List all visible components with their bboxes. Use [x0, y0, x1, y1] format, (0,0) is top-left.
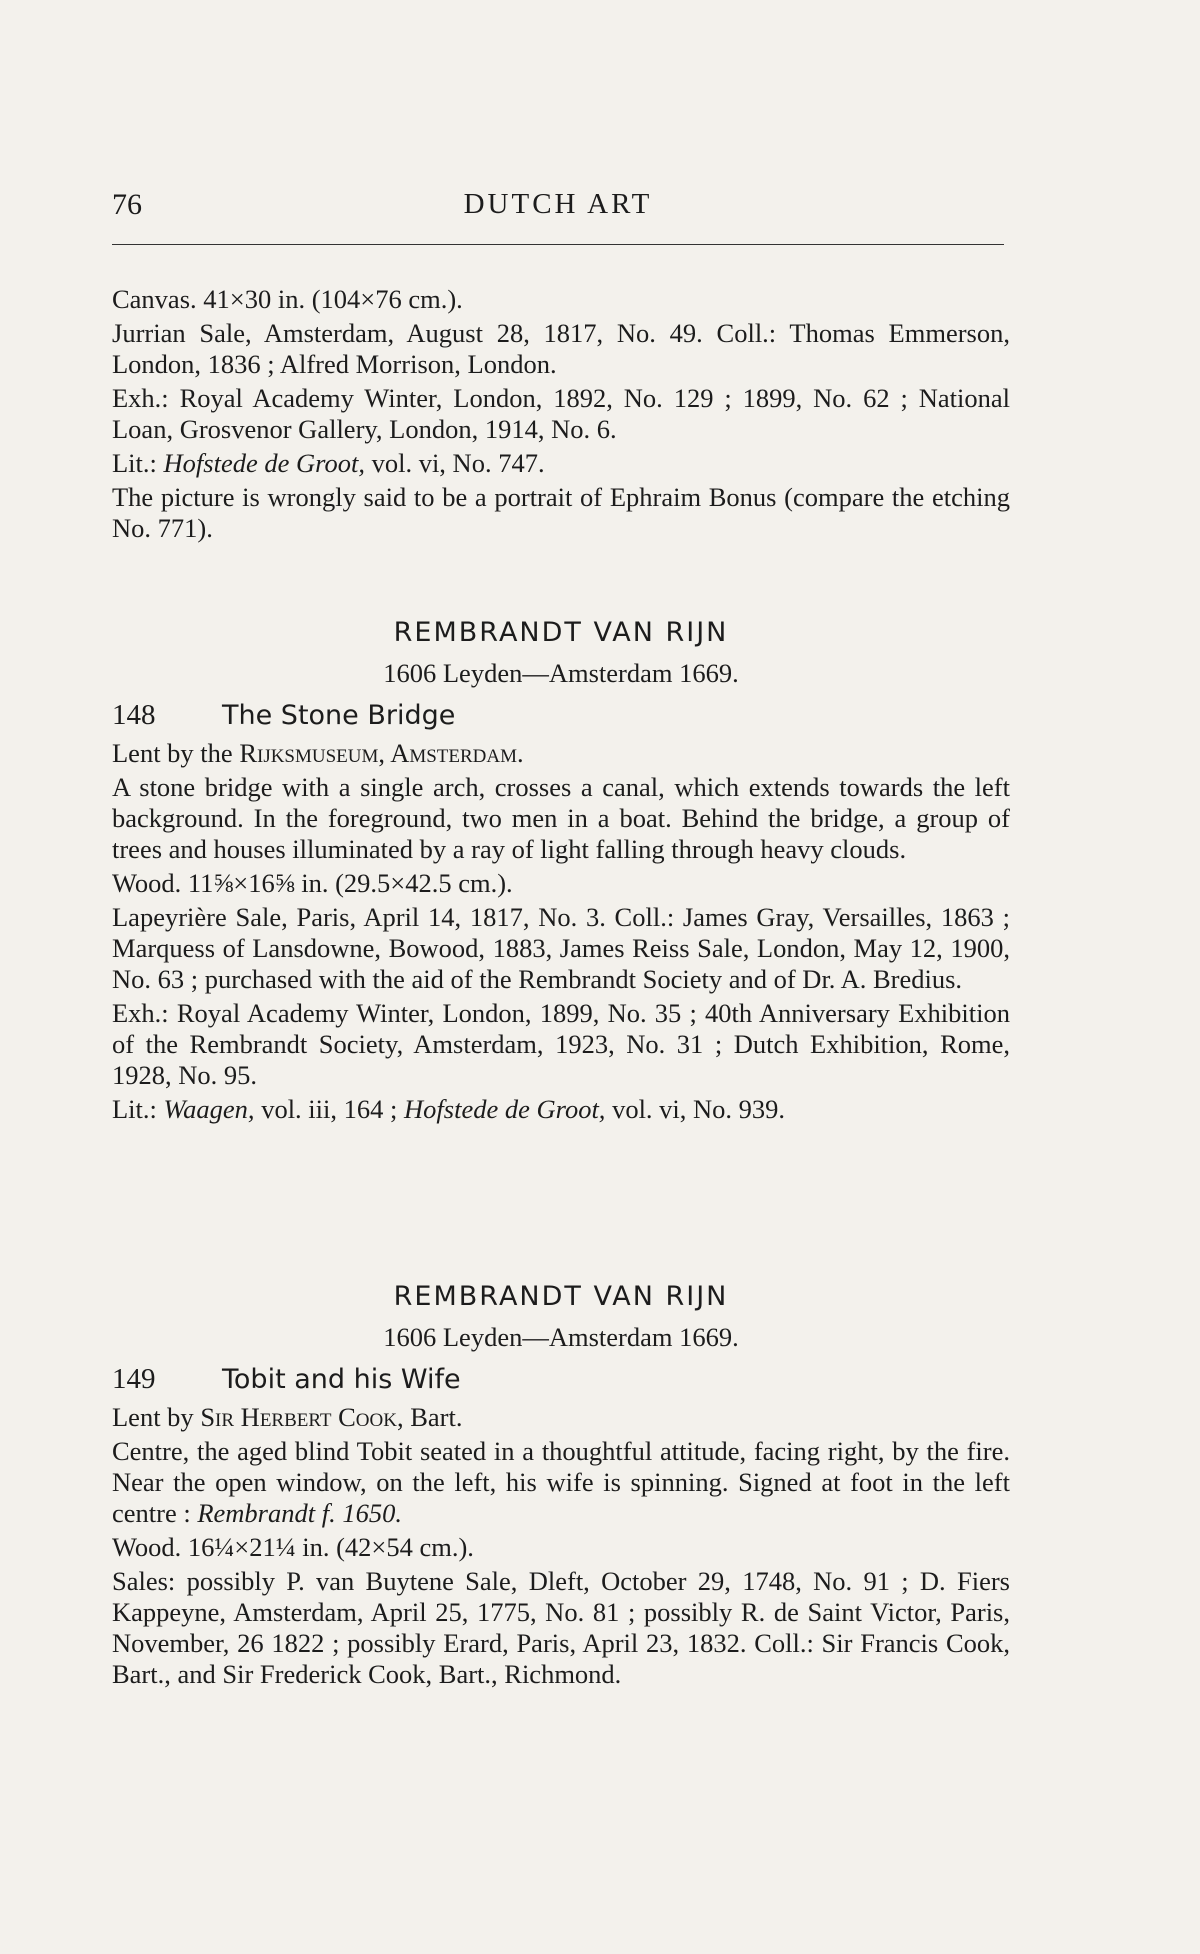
exhibitions: Exh.: Royal Academy Winter, London, 1892, No. 129 ; 1899, No. 62 ; National Loan, Grosvenor Gallery, London, 1914, No. 6. — [112, 383, 1010, 444]
entry-number: 149 — [112, 1363, 156, 1395]
page-header — [112, 188, 1004, 228]
literature-ref: vol. vi, No. 939. — [612, 1094, 786, 1124]
literature-ref: vol. iii, 164 ; — [261, 1094, 398, 1124]
exhibitions: Exh.: Royal Academy Winter, London, 1899, No. 35 ; 40th Anniversary Exhibition of the Rembrandt Society, Amsterdam, 1923, No. 31 ; Dutch Exhibition, Rome, 1928, No. 95. — [112, 998, 1010, 1090]
note: The picture is wrongly said to be a portrait of Ephraim Bonus (compare the etching No. 771). — [112, 482, 1010, 543]
entry-title — [112, 1361, 1010, 1398]
continued-entry — [112, 284, 1010, 547]
support-line: Canvas. 41×30 in. (104×76 cm.). — [112, 284, 463, 314]
artist-dates: 1606 Leyden—Amsterdam 1669. — [383, 1322, 739, 1352]
lender-line — [112, 738, 1010, 769]
literature-prefix: Lit.: — [112, 448, 157, 478]
lent-suffix: Bart. — [410, 1402, 463, 1432]
entry-number: 148 — [112, 699, 156, 731]
entry-title — [112, 697, 1010, 734]
artist-heading: REMBRANDT VAN RIJN — [393, 617, 729, 648]
support-line: Wood. 16¼×21¼ in. (42×54 cm.). — [112, 1532, 474, 1562]
description-text: Centre, the aged blind Tobit seated in a thoughtful attitude, facing right, by the fire. Near the open window, on the left, his wife is spinning. Signed at foot in the left centre : — [112, 1436, 1010, 1528]
artwork-title: The Stone Bridge — [222, 700, 456, 731]
literature-author: Waagen, — [163, 1094, 255, 1124]
artist-heading: REMBRANDT VAN RIJN — [393, 1281, 729, 1312]
catalogue-entry — [112, 616, 1010, 1128]
lender-line — [112, 1402, 1010, 1433]
artwork-title: Tobit and his Wife — [222, 1364, 461, 1395]
description — [112, 1436, 1010, 1529]
artist-dates: 1606 Leyden—Amsterdam 1669. — [383, 658, 739, 688]
lent-prefix: Lent by the — [112, 738, 233, 768]
description: A stone bridge with a single arch, crosses a canal, which extends towards the left background. In the foreground, two men in a boat. Behind the bridge, a group of trees and houses illuminated by a ray of light falling through heavy clouds. — [112, 772, 1010, 864]
running-title: DUTCH ART — [463, 188, 653, 220]
lender-name: Sir Herbert Cook, — [200, 1402, 404, 1432]
provenance: Jurrian Sale, Amsterdam, August 28, 1817, No. 49. Coll.: Thomas Emmerson, London, 1836 ; Alfred Morrison, London. — [112, 318, 1010, 379]
literature-prefix: Lit.: — [112, 1094, 157, 1124]
literature-author: Hofstede de Groot, — [404, 1094, 606, 1124]
lender-name: Rijksmuseum, Amsterdam. — [239, 738, 524, 768]
provenance: Lapeyrière Sale, Paris, April 14, 1817, No. 3. Coll.: James Gray, Versailles, 1863 ; Marquess of Lansdowne, Bowood, 1883, James Reiss Sale, London, May 12, 1900, No. 63 ; purchased with the aid of the Rembrandt Society and of Dr. A. Bredius. — [112, 902, 1010, 994]
literature — [112, 1094, 1010, 1125]
signature: Rembrandt f. 1650. — [197, 1498, 402, 1528]
literature-author: Hofstede de Groot, — [163, 448, 365, 478]
page-number: 76 — [112, 188, 142, 221]
support-line: Wood. 11⅝×16⅝ in. (29.5×42.5 cm.). — [112, 868, 513, 898]
header-rule — [112, 244, 1004, 245]
catalogue-entry — [112, 1280, 1010, 1693]
literature-ref: vol. vi, No. 747. — [371, 448, 545, 478]
lent-prefix: Lent by — [112, 1402, 194, 1432]
literature — [112, 448, 1010, 479]
provenance: Sales: possibly P. van Buytene Sale, Dleft, October 29, 1748, No. 91 ; D. Fiers Kappeyne, Amsterdam, April 25, 1775, No. 81 ; possibly R. de Saint Victor, Paris, November, 26 1822 ; possibly Erard, Paris, April 23, 1832. Coll.: Sir Francis Cook, Bart., and Sir Frederick Cook, Bart., Richmond. — [112, 1566, 1010, 1689]
